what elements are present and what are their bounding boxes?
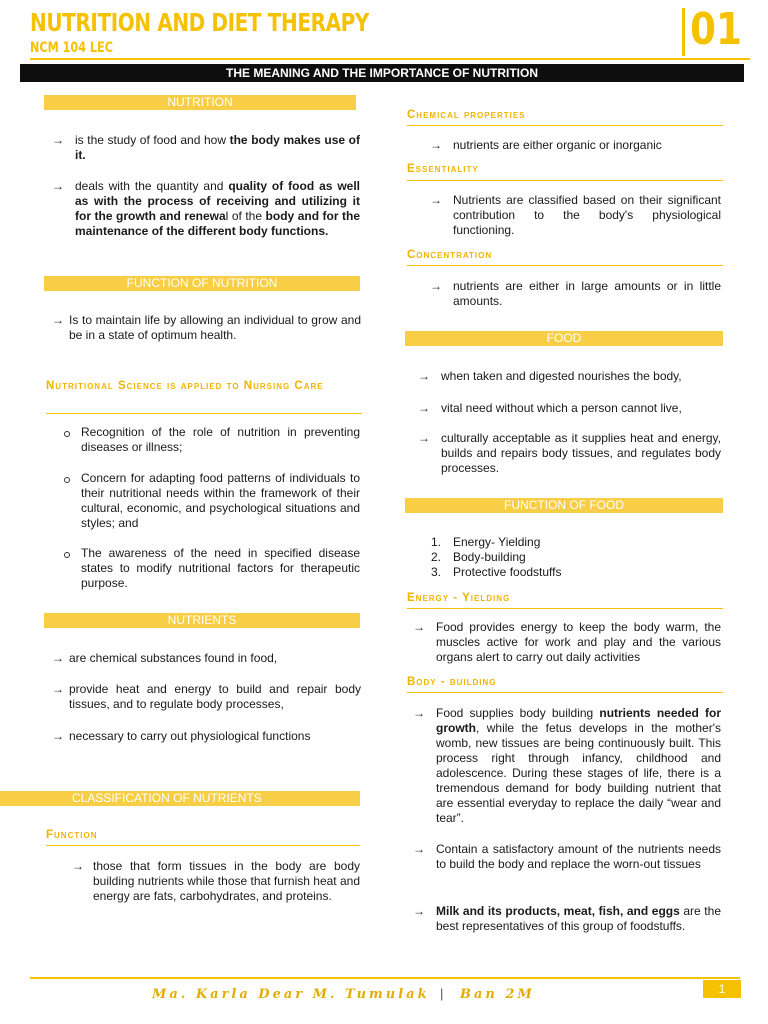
heading-rule (407, 692, 723, 693)
hollow-circle-bullet-icon (64, 477, 70, 483)
right-arrow-icon: → (52, 313, 64, 327)
right-arrow-icon: → (52, 651, 64, 665)
science-point-3: The awareness of the need in specified disease states to modify nutritional factors for therapeutic purpose. (81, 546, 360, 590)
right-arrow-icon: → (413, 904, 425, 918)
body-building-point-1: Food supplies body building nutrients needed for growth, while the fetus develops in the mother's womb, new tissues are being continuously built. This process right through infancy, childhood and adolescence. During these stages of life, there is a tremendous demand for body building nutrient that are essential everyday to replace the daily “wear and tear”. (436, 706, 721, 825)
heading-rule (46, 845, 360, 846)
nutrients-bar: NUTRIENTS (44, 613, 360, 628)
function-text: those that form tissues in the body are body building nutrients while those that furnish heat and energy are fats, carbohydrates, and proteins. (93, 859, 360, 903)
classification-bar: CLASSIFICATION OF NUTRIENTS (0, 791, 360, 806)
hollow-circle-bullet-icon (64, 431, 70, 437)
nutrients-point-3: necessary to carry out physiological functions (69, 729, 311, 743)
list-number: 1. (431, 535, 442, 549)
body-building-heading: Body - building (407, 676, 497, 688)
right-arrow-icon: → (418, 369, 430, 383)
food-point-3: culturally acceptable as it supplies heat and energy, builds and repairs body tissues, and regulates body processes. (441, 431, 721, 475)
science-point-1: Recognition of the role of nutrition in preventing diseases or illness; (81, 425, 360, 454)
right-arrow-icon: → (413, 620, 425, 634)
food-bar: FOOD (405, 331, 723, 346)
energy-yielding-text: Food provides energy to keep the body warm, the muscles active for work and play and the various organs alert to carry out daily activities (436, 620, 721, 664)
right-arrow-icon: → (430, 279, 442, 293)
heading-rule (407, 180, 723, 181)
function-of-nutrition-text: Is to maintain life by allowing an individual to grow and be in a state of optimum health. (69, 313, 361, 342)
right-arrow-icon: → (52, 729, 64, 743)
nutrients-point-2: provide heat and energy to build and repair body tissues, and to regulate body processes, (69, 682, 361, 711)
function-of-food-item: Energy- Yielding (453, 535, 541, 549)
energy-yielding-heading: Energy - Yielding (407, 592, 511, 604)
concentration-text: nutrients are either in large amounts or in little amounts. (453, 279, 721, 308)
list-number: 2. (431, 550, 442, 564)
function-heading: Function (46, 829, 98, 841)
chemical-properties-text: nutrients are either organic or inorganic (453, 138, 662, 152)
food-point-1: when taken and digested nourishes the body, (441, 369, 682, 383)
nutrition-definition-1: is the study of food and how the body makes use of it. (75, 133, 361, 162)
heading-rule (407, 265, 723, 266)
topic-banner: THE MEANING AND THE IMPORTANCE OF NUTRITION (20, 64, 744, 82)
course-code: NCM 104 LEC (30, 40, 113, 56)
page-number: 1 (703, 980, 741, 998)
nutritional-science-heading: Nutritional Science is applied to Nursing Care (46, 380, 324, 392)
header-rule (30, 58, 750, 60)
footer-separator: | (440, 986, 444, 1001)
body-building-point-2: Contain a satisfactory amount of the nutrients needs to build the body and replace the worn-out tissues (436, 842, 721, 871)
document-title: NUTRITION AND DIET THERAPY (30, 8, 370, 37)
right-arrow-icon: → (418, 431, 430, 445)
function-of-food-bar: FUNCTION OF FOOD (405, 498, 723, 513)
essentiality-heading: Essentiality (407, 163, 479, 175)
right-arrow-icon: → (413, 842, 425, 856)
right-arrow-icon: → (413, 706, 425, 720)
function-of-food-item: Body-building (453, 550, 526, 564)
page-code: 01 (690, 4, 743, 55)
footer-rule (30, 977, 740, 979)
food-point-2: vital need without which a person cannot live, (441, 401, 682, 415)
right-arrow-icon: → (52, 682, 64, 696)
page-code-divider (682, 8, 685, 56)
chemical-properties-heading: Chemical properties (407, 109, 526, 121)
section-name: Ban 2M (460, 987, 535, 1002)
function-of-nutrition-bar: FUNCTION OF NUTRITION (44, 276, 360, 291)
right-arrow-icon: → (418, 401, 430, 415)
heading-rule (407, 125, 723, 126)
nutrition-bar: NUTRITION (44, 95, 356, 110)
nutrition-definition-2: deals with the quantity and quality of food as well as with the process of receiving and utilizing it for the growth and renewal of the body and for the maintenance of the different body functions. (75, 179, 361, 238)
concentration-heading: Concentration (407, 249, 493, 261)
hollow-circle-bullet-icon (64, 552, 70, 558)
heading-rule (407, 608, 723, 609)
essentiality-text: Nutrients are classified based on their significant contribution to the body's physiological functioning. (453, 193, 721, 237)
list-number: 3. (431, 565, 442, 579)
heading-rule (46, 413, 362, 414)
right-arrow-icon: → (430, 193, 442, 207)
science-point-2: Concern for adapting food patterns of individuals to their nutritional needs within the framework of their cultural, economic, and psychological situations and styles; and (81, 471, 360, 530)
right-arrow-icon: → (72, 859, 84, 873)
right-arrow-icon: → (52, 133, 64, 147)
right-arrow-icon: → (52, 179, 64, 193)
author-name: Ma. Karla Dear M. Tumulak (152, 987, 430, 1002)
right-arrow-icon: → (430, 138, 442, 152)
function-of-food-item: Protective foodstuffs (453, 565, 562, 579)
nutrients-point-1: are chemical substances found in food, (69, 651, 278, 665)
body-building-point-3: Milk and its products, meat, fish, and eggs are the best representatives of this group of foodstuffs. (436, 904, 721, 933)
